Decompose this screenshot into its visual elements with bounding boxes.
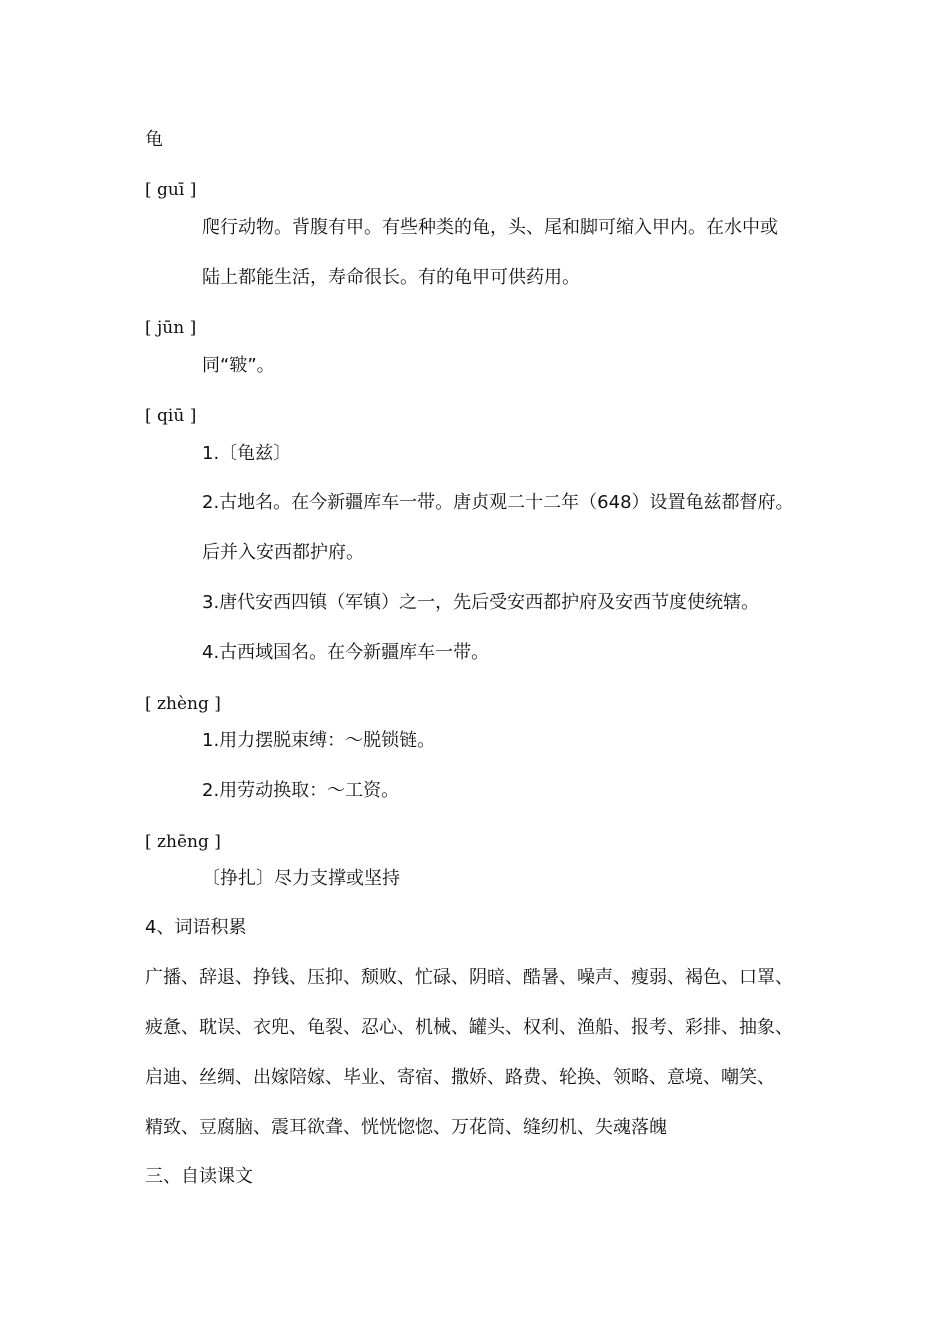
pinyin-reading: [ zhèng ] (145, 694, 221, 714)
vocab-line: 广播、辞退、挣钱、压抑、颓败、忙碌、阴暗、酷暑、噪声、瘦弱、褐色、口罩、 (145, 967, 793, 988)
pinyin-reading: [ zhēng ] (145, 832, 221, 852)
pinyin-reading: [ guī ] (145, 180, 197, 200)
vocab-line: 精致、豆腐脑、震耳欲聋、恍恍惚惚、万花筒、缝纫机、失魂落魄 (145, 1117, 667, 1138)
section-heading: 三、自读课文 (145, 1166, 253, 1187)
definition-line: 1.用力摆脱束缚：～脱锁链。 (202, 730, 436, 751)
definition-line: 爬行动物。背腹有甲。有些种类的龟，头、尾和脚可缩入甲内。在水中或 (202, 217, 778, 238)
definition-line: 后并入安西都护府。 (202, 542, 364, 563)
definition-line: 3.唐代安西四镇（军镇）之一，先后受安西都护府及安西节度使统辖。 (202, 592, 760, 613)
definition-line: 2.用劳动换取：～工资。 (202, 780, 400, 801)
pinyin-reading: [ jūn ] (145, 318, 197, 338)
definition-line: 4.古西域国名。在今新疆库车一带。 (202, 642, 490, 663)
definition-line: 1.〔龟兹〕 (202, 443, 292, 464)
definition-line: 同“皲”。 (202, 355, 275, 376)
definition-line: 2.古地名。在今新疆库车一带。唐贞观二十二年（648）设置龟兹都督府。 (202, 492, 794, 513)
vocab-line: 疲惫、耽误、衣兜、龟裂、忍心、机械、罐头、权利、渔船、报考、彩排、抽象、 (145, 1017, 793, 1038)
definition-line: 陆上都能生活，寿命很长。有的龟甲可供药用。 (202, 267, 580, 288)
pinyin-reading: [ qiū ] (145, 406, 197, 426)
vocab-heading: 4、词语积累 (145, 917, 247, 938)
entry-character: 龟 (145, 129, 163, 150)
vocab-line: 启迪、丝绸、出嫁陪嫁、毕业、寄宿、撒娇、路费、轮换、领略、意境、嘲笑、 (145, 1067, 775, 1088)
definition-line: 〔挣扎〕尽力支撑或坚持 (202, 868, 400, 889)
